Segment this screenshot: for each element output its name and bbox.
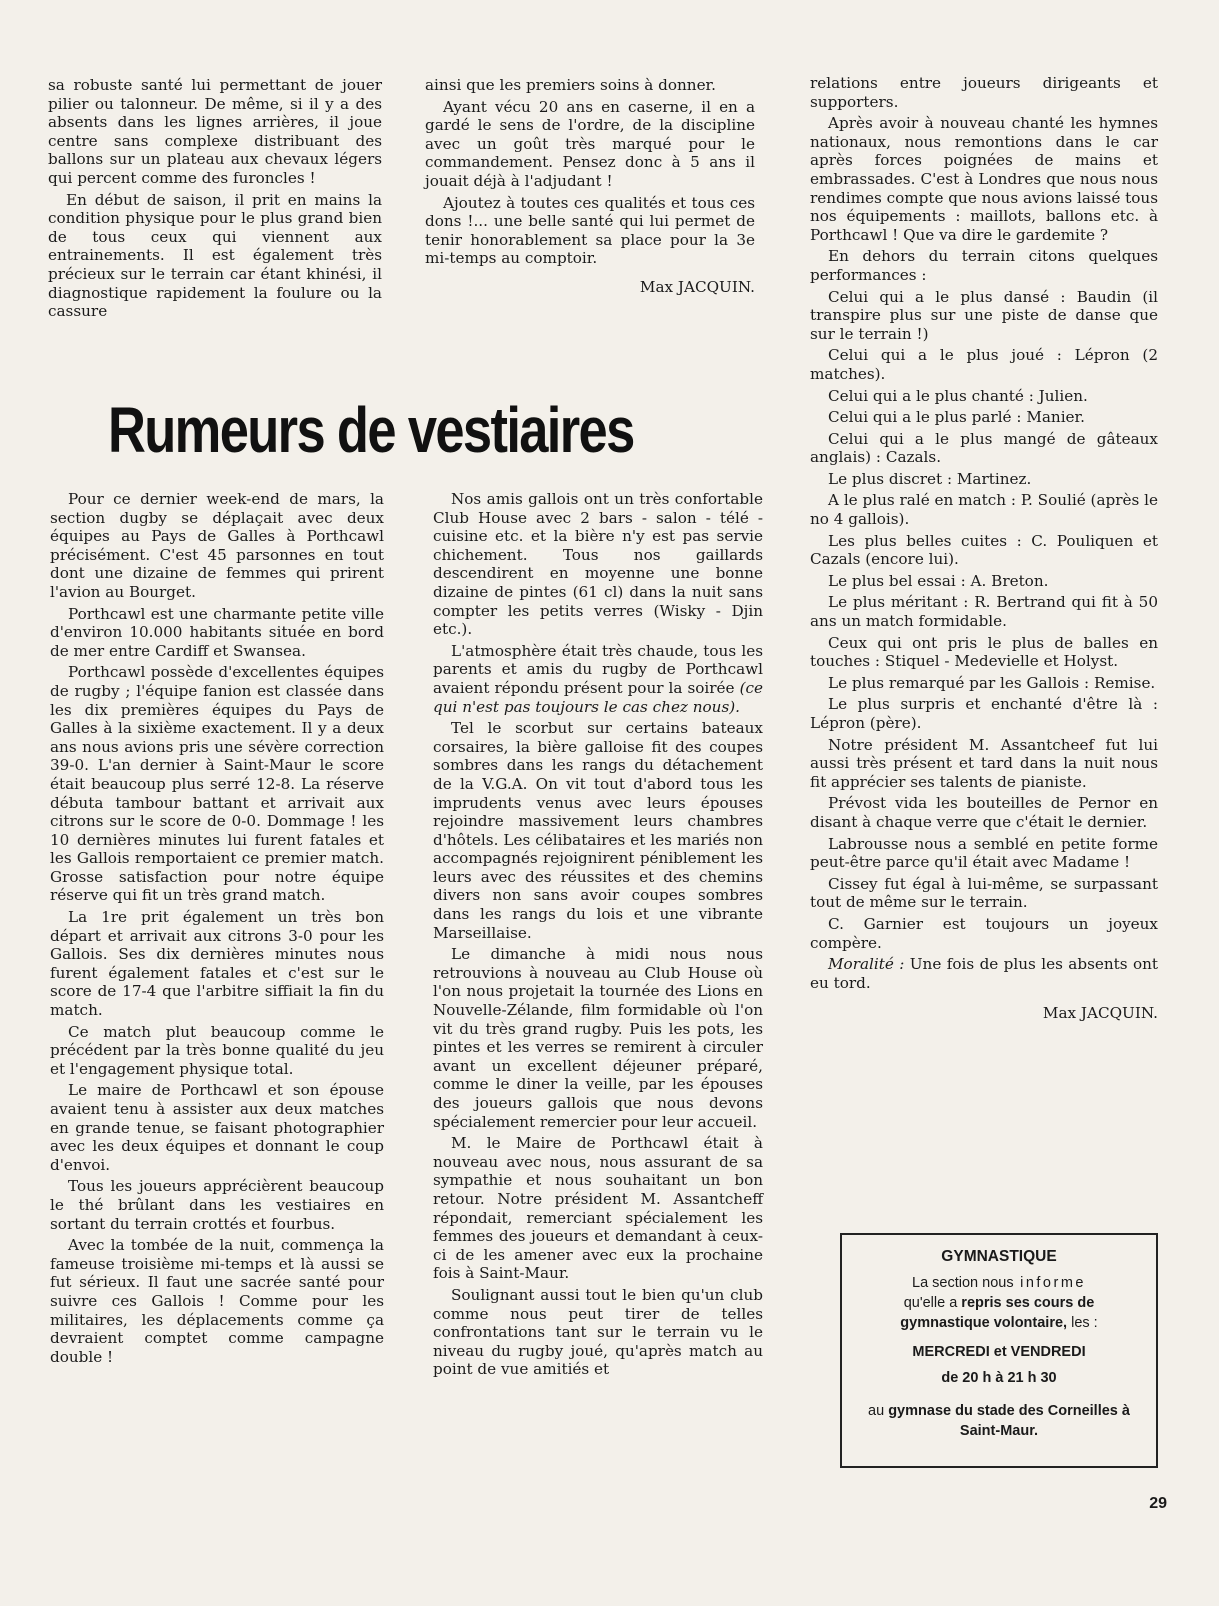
article-column-3 bbox=[810, 74, 1158, 1026]
notice-bold-text: repris ses cours de bbox=[961, 1295, 1095, 1311]
paragraph: Porthcawl possède d'excellentes équipes de rugby ; l'équipe fanion est classée dans les dix premières équipes du Pays de Galles à la sixième exactement. Il y a deux ans nous avions pris une sévère correction 39-0. L'an dernier à Saint-Maur le score était beaucoup plus serré 12-8. La réserve débuta tambour battant et arrivait aux citrons sur le score de 0-0. Dommage ! les 10 dernières minutes lui furent fatales et les Gallois remportaient ce premier match. Grosse satisfaction pour notre équipe réserve qui fit un très grand match. bbox=[50, 663, 384, 905]
notice-text: les : bbox=[1067, 1315, 1098, 1331]
notice-text: La section nous bbox=[912, 1275, 1014, 1291]
paragraph: En début de saison, il prit en mains la condition physique pour le plus grand bien de tous ceux qui viennent aux entrainements. Il est également très précieux sur le terrain car étant khinési, il diagnostique rapidement la foulure ou la cassure bbox=[48, 190, 382, 321]
notice-line bbox=[856, 1273, 1142, 1293]
author-signature: Max JACQUIN. bbox=[1042, 1004, 1158, 1023]
paragraph-text: L'atmosphère était très chaude, tous les parents et amis du rugby de Porthcawl avaient répondu présent pour la soirée bbox=[433, 641, 763, 697]
article-column-2 bbox=[433, 490, 763, 1382]
paragraph: Ayant vécu 20 ans en caserne, il en a gardé le sens de l'ordre, de la discipline avec un goût très marqué pour le commandement. Pensez donc à 5 ans il jouait déjà à l'adjudant ! bbox=[425, 97, 755, 190]
paragraph: Ce match plut beaucoup comme le précédent par la très bonne qualité du jeu et l'engagement physique total. bbox=[50, 1022, 384, 1078]
paragraph: C. Garnier est toujours un joyeux compère. bbox=[810, 914, 1158, 952]
paragraph: Le plus bel essai : A. Breton. bbox=[828, 571, 1049, 590]
paragraph: Le plus surpris et enchanté d'être là : Lépron (père). bbox=[810, 695, 1158, 732]
paragraph: Le dimanche à midi nous nous retrouvions à nouveau au Club House où l'on nous projetait la tournée des Lions en Nouvelle-Zélande, film formidable où l'on vit du très grand rugby. Puis les pots, les pintes et les verres se remirent à circuler avant un excellent déjeuner préparé, comme le diner la veille, par les épouses des joueurs gallois que nous devons spécialement remercier pour leur accueil. bbox=[433, 945, 763, 1131]
notice-heading: GYMNASTIQUE bbox=[941, 1248, 1057, 1265]
paragraph: En dehors du terrain citons quelques performances : bbox=[810, 247, 1158, 284]
top-column-1 bbox=[48, 76, 382, 324]
notice-text: informe bbox=[1013, 1275, 1086, 1291]
paragraph: Pour ce dernier week-end de mars, la section dugby se déplaçait avec deux équipes au Pays de Galles à Porthcawl précisément. C'est 45 parsonnes en tout dont une dizaine de femmes qui prirent l'avion au Bourget. bbox=[50, 490, 384, 601]
notice-line bbox=[856, 1313, 1142, 1333]
page-number: 29 bbox=[1149, 1495, 1167, 1512]
paragraph: Ajoutez à toutes ces qualités et tous ces dons !... une belle santé qui lui permet de tenir honorablement sa place pour la 3e mi-temps au comptoir. bbox=[425, 193, 755, 268]
notice-place bbox=[856, 1401, 1142, 1441]
paragraph: Labrousse nous a semblé en petite forme peut-être parce qu'il était avec Madame ! bbox=[810, 834, 1158, 872]
paragraph: ainsi que les premiers soins à donner. bbox=[425, 76, 716, 94]
paragraph: Le plus remarqué par les Gallois : Remise. bbox=[828, 673, 1156, 692]
notice-hours: de 20 h à 21 h 30 bbox=[941, 1370, 1057, 1386]
paragraph: Nos amis gallois ont un très confortable Club House avec 2 bars - salon - télé - cuisine etc. et la bière n'y est pas servie chichement. Tous nos gaillards descendirent en moyenne une bonne dizaine de pintes (61 cl) dans la nuit sans compter les petits verres (Wisky - Djin etc.). bbox=[433, 490, 763, 639]
paragraph: Le maire de Porthcawl et son épouse avaient tenu à assister aux deux matches en grande tenue, se faisant photographier avec les deux équipes et donnant le coup d'envoi. bbox=[50, 1081, 384, 1174]
paragraph: Porthcawl est une charmante petite ville d'environ 10.000 habitants située en bord de mer entre Cardiff et Swansea. bbox=[50, 604, 384, 660]
paragraph bbox=[433, 642, 763, 716]
gymnastics-notice-box bbox=[840, 1233, 1158, 1468]
paragraph: Soulignant aussi tout le bien qu'un club comme nous peut tirer de telles confrontations tant sur le terrain vu le niveau du rugby joué, qu'après match au point de vue amitiés et bbox=[433, 1285, 763, 1379]
moral-label: Moralité : bbox=[828, 955, 905, 974]
article-title: Rumeurs de vestiaires bbox=[108, 394, 634, 466]
paragraph: relations entre joueurs dirigeants et supporters. bbox=[810, 74, 1158, 111]
paragraph: M. le Maire de Porthcawl était à nouveau avec nous, nous assurant de sa sympathie et nous souhaitant un bon retour. Notre président M. Assantcheff répondait, remerciant spécialement les femmes des joueurs et demandant à ceux-ci de les amener avec eux la prochaine fois à Saint-Maur. bbox=[433, 1134, 763, 1283]
paragraph: Tous les joueurs apprécièrent beaucoup le thé brûlant dans les vestiaires en sortant du terrain crottés et fourbus. bbox=[50, 1177, 384, 1233]
notice-text: au bbox=[868, 1403, 889, 1419]
paragraph: Avec la tombée de la nuit, commença la fameuse troisième mi-temps et là aussi se fut sérieux. Il faut une sacrée santé pour suivre ces Gallois ! Comme pour les militaires, les déplacements comme ça devraient comptet comme campagne double ! bbox=[50, 1236, 384, 1366]
paragraph: Celui qui a le plus parlé : Manier. bbox=[828, 408, 1085, 427]
paragraph: La 1re prit également un très bon départ et arrivait aux citrons 3-0 pour les Gallois. Ses dix dernières minutes nous furent également fatales et c'est sur le score de 17-4 que l'arbitre siffiait la fin du match. bbox=[50, 908, 384, 1020]
notice-bold-text: gymnastique volontaire, bbox=[900, 1315, 1068, 1331]
paragraph: Tel le scorbut sur certains bateaux corsaires, la bière galloise fit des coupes sombres dans les rangs du détachement de la V.G.A. On vit tout d'abord tous les imprudents venus avec leurs épouses rejoindre massivement leurs chambres d'hôtels. Les célibataires et les mariés non accompagnés rejoignirent péniblement les leurs avec des réussites et des chemins divers non sans avoir coupes sombres dans les rangs du lois et une vibrante Marseillaise. bbox=[433, 719, 763, 942]
paragraph: Cissey fut égal à lui-même, se surpassant tout de même sur le terrain. bbox=[810, 874, 1158, 912]
author-signature: Max JACQUIN. bbox=[639, 277, 755, 296]
paragraph: Celui qui a le plus dansé : Baudin (il transpire plus sur une piste de danse que sur le terrain !) bbox=[810, 287, 1158, 343]
paragraph: Celui qui a le plus joué : Lépron (2 matches). bbox=[810, 346, 1158, 383]
moral-text: Une fois de plus les absents ont eu tord. bbox=[810, 955, 1158, 992]
paragraph: sa robuste santé lui permettant de jouer pilier ou talonneur. De même, si il y a des absents dans les lignes arrières, il joue centre sans complexe distribuant des ballons sur un plateau aux chevaux légers qui percent comme des furoncles ! bbox=[48, 76, 382, 187]
notice-line bbox=[856, 1293, 1142, 1313]
paragraph: Ceux qui ont pris le plus de balles en touches : Stiquel - Medevielle et Holyst. bbox=[810, 633, 1158, 671]
paragraph: Prévost vida les bouteilles de Pernor en disant à chaque verre que c'était le dernier. bbox=[810, 794, 1158, 831]
paragraph: A le plus ralé en match : P. Soulié (après le no 4 gallois). bbox=[810, 491, 1158, 529]
paragraph: Le plus méritant : R. Bertrand qui fit à 50 ans un match formidable. bbox=[810, 593, 1158, 631]
paragraph: Le plus discret : Martinez. bbox=[828, 469, 1032, 488]
paragraph: Après avoir à nouveau chanté les hymnes nationaux, nous remontions dans le car après forces poignées de mains et embrassades. C'est à Londres que nous nous rendimes compte que nous avions laissé tous nos équipements : maillots, ballons etc. à Porthcawl ! Que va dire le gardemite ? bbox=[810, 114, 1158, 244]
article-column-1 bbox=[50, 490, 384, 1369]
top-column-2 bbox=[425, 76, 755, 300]
notice-bold-text: gymnase du stade des Corneilles à Saint-Maur. bbox=[888, 1403, 1130, 1439]
moral-paragraph bbox=[810, 955, 1158, 992]
paragraph: Les plus belles cuites : C. Pouliquen et Cazals (encore lui). bbox=[810, 531, 1158, 569]
paragraph: Celui qui a le plus mangé de gâteaux anglais) : Cazals. bbox=[810, 429, 1158, 467]
italic-aside: (ce qui n'est pas toujours le cas chez nous). bbox=[433, 678, 763, 716]
notice-text: qu'elle a bbox=[903, 1295, 962, 1311]
paragraph: Notre président M. Assantcheef fut lui aussi très présent et tard dans la nuit nous fit apprécier ses talents de pianiste. bbox=[810, 735, 1158, 791]
notice-days: MERCREDI et VENDREDI bbox=[912, 1344, 1086, 1360]
paragraph: Celui qui a le plus chanté : Julien. bbox=[828, 386, 1088, 405]
